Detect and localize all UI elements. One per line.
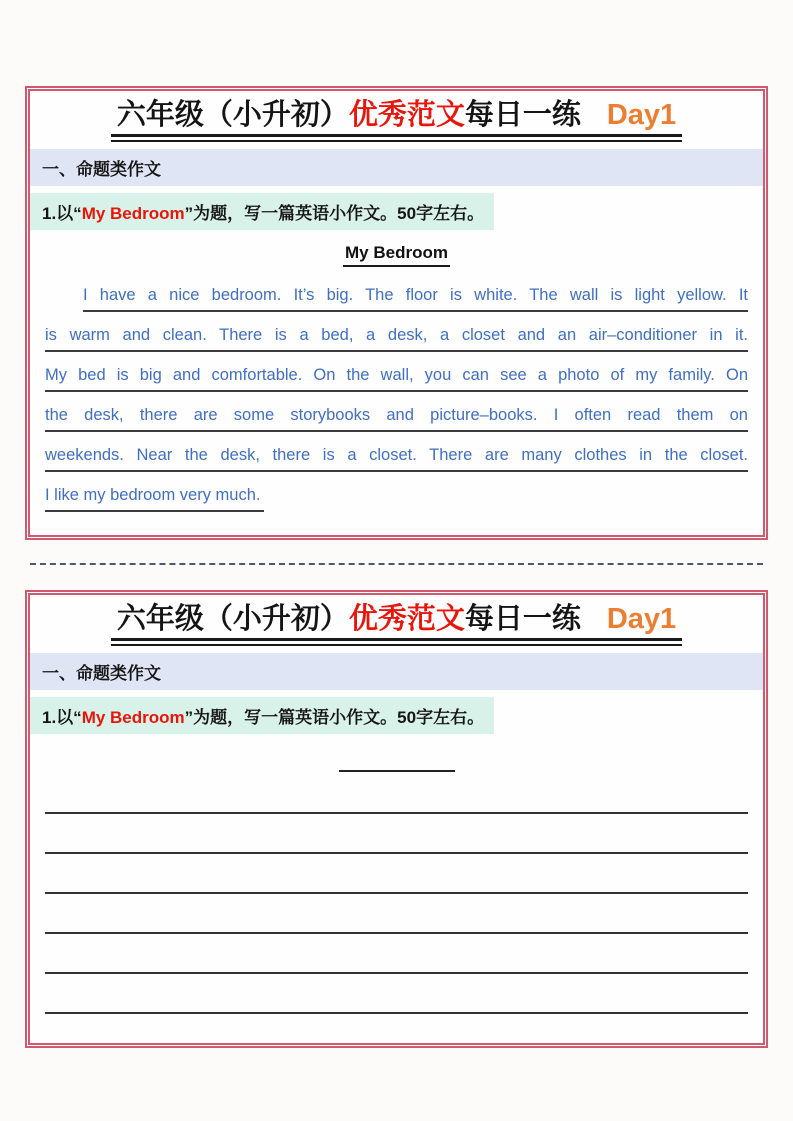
prompt-suffix: ”为题，写一篇英语小作文。50字左右。 — [184, 204, 485, 224]
prompt-line — [30, 193, 763, 230]
prompt-topic: My Bedroom — [81, 708, 185, 728]
writing-area — [45, 772, 748, 1048]
ruled-line — [45, 772, 748, 814]
title-underline — [111, 603, 682, 646]
worksheet-title — [30, 99, 763, 142]
title-day-badge: Day1 — [606, 603, 677, 635]
prompt-text — [30, 697, 494, 734]
essay-line: weekends. Near the desk, there is a closet. There are many clothes in the closet. — [45, 432, 748, 472]
ruled-line — [45, 894, 748, 934]
title-grade: 六年级（小升初） — [116, 603, 349, 635]
essay-line: is warm and clean. There is a bed, a desk, a closet and an air–conditioner in it. — [45, 312, 748, 352]
section-header: 一、命题类作文 — [30, 149, 763, 186]
title-suffix: 每日一练 — [464, 603, 581, 635]
essay-line: I like my bedroom very much. — [45, 472, 264, 512]
title-day-badge: Day1 — [606, 99, 677, 131]
prompt-prefix: 1.以“ — [42, 708, 82, 728]
ruled-line — [45, 814, 748, 854]
title-highlight: 优秀范文 — [348, 99, 465, 131]
ruled-line — [45, 934, 748, 974]
ruled-line — [45, 974, 748, 1014]
sample-essay-panel — [25, 86, 768, 540]
ruled-line — [45, 854, 748, 894]
ruled-line — [45, 1014, 748, 1048]
section-header: 一、命题类作文 — [30, 653, 763, 690]
title-underline — [111, 99, 682, 142]
prompt-prefix: 1.以“ — [42, 204, 82, 224]
essay-line: the desk, there are some storybooks and picture–books. I often read them on — [45, 392, 748, 432]
dashed-divider — [30, 563, 763, 565]
practice-panel — [25, 590, 768, 1048]
title-highlight: 优秀范文 — [348, 603, 465, 635]
essay-line: My bed is big and comfortable. On the wall, you can see a photo of my family. On — [45, 352, 748, 392]
prompt-suffix: ”为题，写一篇英语小作文。50字左右。 — [184, 708, 485, 728]
essay-title-row — [30, 243, 763, 267]
prompt-line — [30, 697, 763, 734]
worksheet-title — [30, 603, 763, 646]
prompt-text — [30, 193, 494, 230]
prompt-topic: My Bedroom — [81, 204, 185, 224]
title-grade: 六年级（小升初） — [116, 99, 349, 131]
essay-body — [45, 272, 748, 517]
essay-line: I have a nice bedroom. It’s big. The floor is white. The wall is light yellow. It — [83, 272, 748, 312]
essay-title: My Bedroom — [343, 243, 450, 267]
title-suffix: 每日一练 — [464, 99, 581, 131]
